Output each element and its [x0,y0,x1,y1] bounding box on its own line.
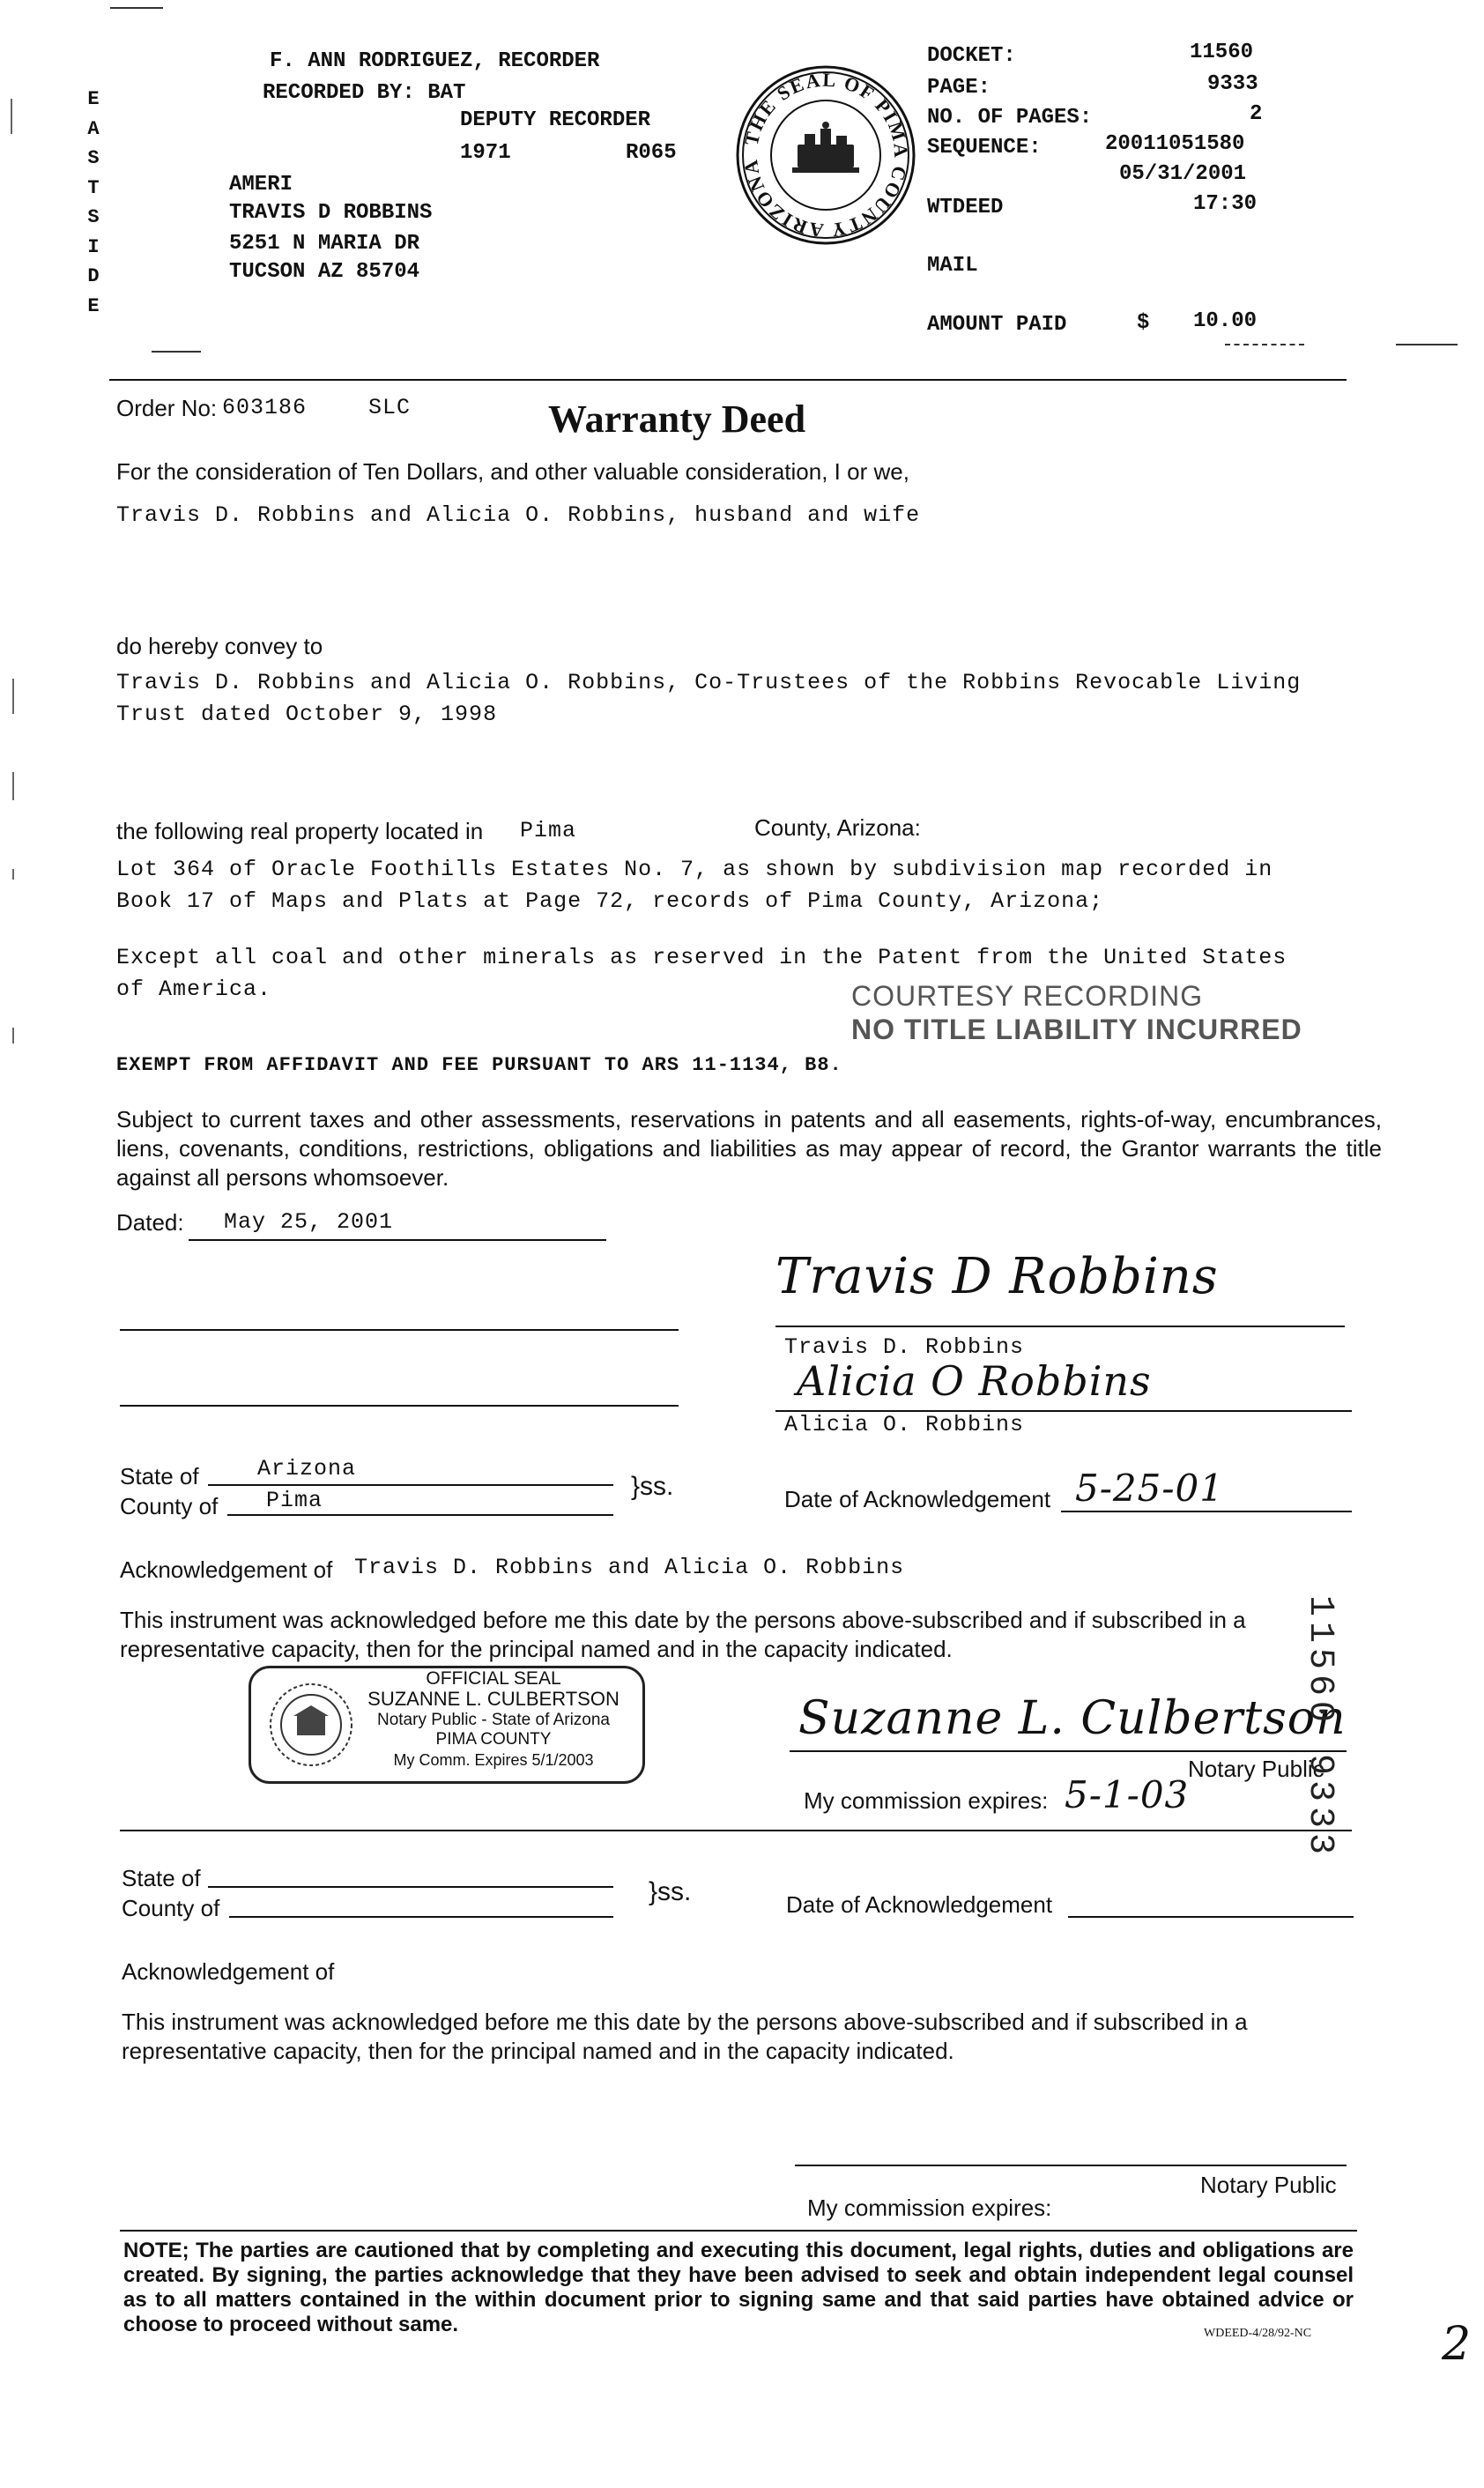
sequence-value: 20011051580 [1105,132,1245,156]
delivery-method: MAIL [927,254,978,278]
header-rule [109,379,1347,381]
seal-text: THE SEAL OF PIMA COUNTY ARIZONA [738,68,913,242]
docket-value: 11560 [1190,41,1254,64]
amount-value: 10.00 [1193,309,1258,333]
order-number: 603186 [222,395,308,420]
eastside-letter: D [87,265,100,287]
ack2-date-line [1068,1916,1354,1918]
address-dash [152,351,201,353]
note-text: NOTE; The parties are cautioned that by completing and executing this document, legal rights, duties and obligations are created. By signing, the parties acknowledge that they have been advised to seek and obtain independent legal counsel as to all matters contained in the within document prior to signing same and that said parties have obtained advice or choose to proceed without same. [123,2239,1354,2336]
top-dash [110,7,163,9]
amount-label: AMOUNT PAID [927,313,1067,337]
notary-seal-emblem-icon [267,1681,355,1769]
eastside-letter: T [87,176,100,199]
eastside-letter: S [87,206,100,228]
seal-emblem-icon [792,122,859,173]
order-code: SLC [368,395,412,420]
ack2-county-line [229,1916,613,1918]
recorder-code-a: 1971 [460,141,511,165]
dated-label: Dated: [116,1209,184,1236]
dated-line [189,1239,606,1241]
return-street: 5251 N MARIA DR [229,232,420,256]
margin-tick-4 [12,869,14,880]
ack2-state-line [208,1886,613,1888]
return-company: AMERI [229,173,293,197]
recorder-code-b: R065 [626,141,677,165]
signer2-name: Alicia O. Robbins [784,1412,1025,1437]
return-city: TUCSON AZ 85704 [229,260,420,284]
pima-county-seal [734,63,917,247]
notary-seal-line1: OFFICIAL SEAL [426,1668,561,1689]
note-rule [120,2230,1357,2232]
ack1-state-line [208,1484,613,1486]
ack1-state-label: State of [120,1463,199,1489]
ack1-ack-names: Travis D. Robbins and Alicia O. Robbins [354,1555,905,1580]
left-sig-line-2 [120,1405,679,1407]
except-line2: of America. [116,977,272,1002]
docket-label: DOCKET: [927,44,1016,68]
right-edge-dash [1396,344,1458,345]
ack1-date-label: Date of Acknowledgement [784,1486,1051,1512]
signer1-signature: Travis D Robbins [775,1248,1219,1305]
ack2-ack-label: Acknowledgement of [122,1958,335,1985]
recorded-by: RECORDED BY: BAT [263,81,466,105]
subject-text: Subject to current taxes and other assessments, reservations in patents and all easements, rights-of-way, encumbrances, liens, covenants, conditions, restrictions, obligations and liabilities as may appear of record, the Grantor warrants the title against all persons whomsoever. [116,1106,1382,1191]
ack2-instrument-text: This instrument was acknowledged before me this date by the persons above-subscribed and if subscribed in a representative capacity, then for the principal named and in the capacity indicated. [122,2009,1248,2064]
eastside-letter: S [87,147,100,169]
margin-tick-5 [12,1028,14,1043]
sequence-label: SEQUENCE: [927,136,1042,160]
exempt-text: EXEMPT FROM AFFIDAVIT AND FEE PURSUANT TO ARS 11-1134, B8. [116,1054,842,1076]
ack2-county-label: County of [122,1895,220,1921]
form-code: WDEED-4/28/92-NC [1204,2327,1312,2340]
legal-line2: Book 17 of Maps and Plats at Page 72, records of Pima County, Arizona; [116,888,1104,914]
pages-value: 2 [1250,102,1263,126]
grantors: Travis D. Robbins and Alicia O. Robbins, husband and wife [116,502,921,528]
convey-label: do hereby convey to [116,633,323,659]
courtesy-stamp-line1: COURTESY RECORDING [851,980,1204,1012]
recording-time: 17:30 [1193,192,1258,216]
ack1-ack-label: Acknowledgement of [120,1556,333,1583]
ack2-notary-line [795,2165,1347,2166]
ack2-notary-label: Notary Public [1200,2172,1337,2198]
margin-tick-1 [11,99,12,134]
corner-mark: 2 [1442,2318,1473,2371]
ack1-state: Arizona [257,1456,357,1482]
left-sig-line-1 [120,1329,679,1331]
return-name: TRAVIS D ROBBINS [229,201,433,225]
margin-tick-3 [12,772,14,800]
eastside-letter: E [87,294,100,317]
ack2-date-label: Date of Acknowledgement [786,1891,1053,1918]
notary-seal-line2: SUZANNE L. CULBERTSON [367,1688,620,1710]
eastside-letter: A [87,117,100,140]
notary-signature: Suzanne L. Culbertson [798,1692,1347,1745]
signer1-name: Travis D. Robbins [784,1334,1025,1360]
ack1-commission-label: My commission expires: [804,1787,1049,1814]
dated-value: May 25, 2001 [224,1209,394,1235]
property-prefix: the following real property located in [116,818,484,844]
doc-type: WTDEED [927,196,1004,219]
notary-seal-line5: My Comm. Expires 5/1/2003 [393,1751,594,1769]
page-value: 9333 [1207,72,1258,96]
deputy-recorder: DEPUTY RECORDER [460,108,651,132]
grantees-line1: Travis D. Robbins and Alicia O. Robbins, Co-Trustees of the Robbins Revocable Living [116,670,1302,695]
property-county: Pima [520,818,577,843]
signer2-signature: Alicia O Robbins [797,1357,1152,1405]
courtesy-stamp-line2: NO TITLE LIABILITY INCURRED [851,1014,1302,1045]
ack1-instrument-text: This instrument was acknowledged before me this date by the persons above-subscribed and if subscribed in a representative capacity, then for the principal named and in the capacity indicated. [120,1607,1246,1662]
amount-dash [1225,344,1304,345]
notary-official-seal [249,1666,645,1784]
grantees-line2: Trust dated October 9, 1998 [116,702,498,727]
eastside-letters [83,85,104,321]
eastside-letter: I [87,235,100,258]
notary-seal-line3: Notary Public - State of Arizona [376,1711,610,1729]
section-divider [120,1830,1352,1831]
pages-label: NO. OF PAGES: [927,106,1093,130]
ack2-ss: }ss. [649,1877,692,1906]
legal-line1: Lot 364 of Oracle Foothills Estates No. 7, as shown by subdivision map recorded in [116,857,1273,882]
ack1-ss: }ss. [631,1472,674,1501]
eastside-letter: E [87,88,100,110]
notary-sig-line [790,1750,1347,1752]
ack1-county-label: County of [120,1493,219,1519]
ack2-commission-label: My commission expires: [807,2195,1052,2221]
consideration-text: For the consideration of Ten Dollars, and other valuable consideration, I or we, [116,458,909,485]
recorder-name: F. ANN RODRIGUEZ, RECORDER [270,49,600,73]
margin-stamp: 11560 9333 [1300,1595,1339,1860]
recording-date: 05/31/2001 [1119,162,1247,186]
ack1-county-line [227,1514,613,1516]
order-label: Order No: [116,395,218,421]
amount-currency: $ [1137,311,1150,335]
document-title: Warranty Deed [548,397,806,441]
signer1-line [775,1326,1345,1327]
page-label: PAGE: [927,76,991,100]
margin-tick-2 [12,679,14,714]
ack2-state-label: State of [122,1865,201,1891]
ack1-commission-value: 5-1-03 [1065,1773,1190,1816]
ack1-county: Pima [266,1488,323,1513]
ack1-date-line [1061,1511,1352,1512]
property-suffix: County, Arizona: [754,814,921,841]
ack1-date-value: 5-25-01 [1075,1467,1224,1510]
except-line1: Except all coal and other minerals as reserved in the Patent from the United States [116,945,1287,970]
notary-seal-line4: PIMA COUNTY [435,1730,552,1749]
ack1-notary-label: Notary Public [1188,1756,1324,1782]
